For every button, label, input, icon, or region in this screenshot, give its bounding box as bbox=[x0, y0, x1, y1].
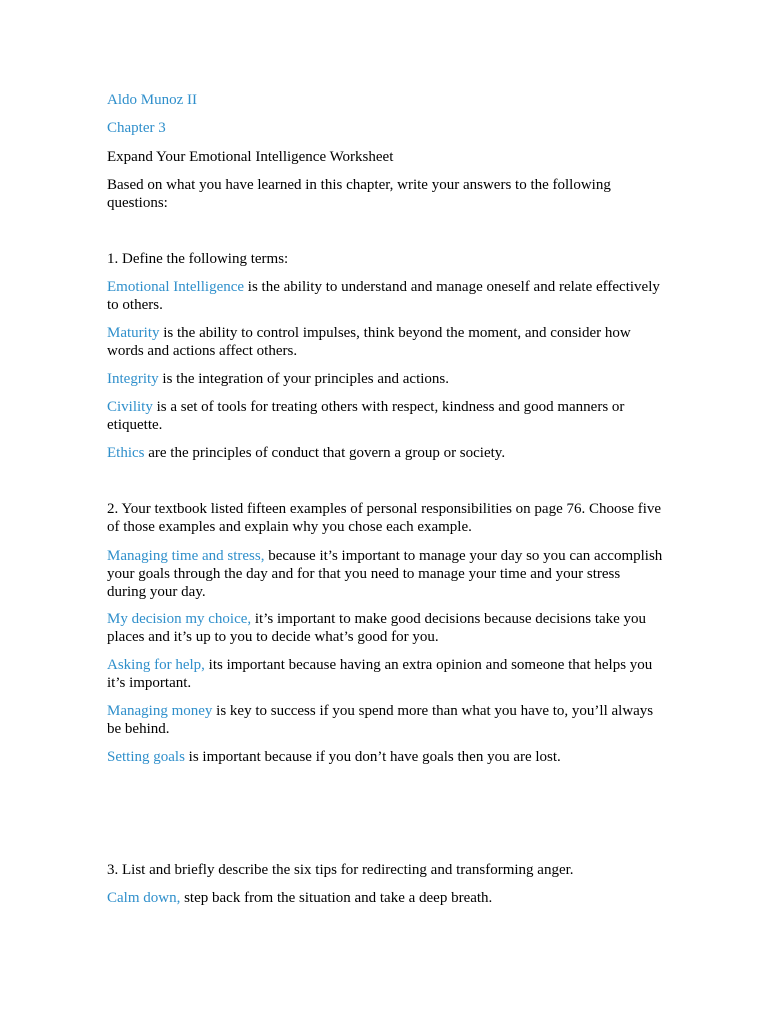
anger-tip-term: Calm down, bbox=[107, 890, 181, 906]
definition-item bbox=[107, 370, 663, 388]
question-2-prompt: 2. Your textbook listed fifteen examples of personal responsibilities on page 76. Choose five of those examples and explain why you chose each example. bbox=[107, 501, 662, 535]
responsibility-term: Asking for help, bbox=[107, 657, 205, 673]
responsibility-text: is important because if you don’t have goals then you are lost. bbox=[184, 749, 561, 765]
responsibility-text: because it’s important to manage your day so you can accomplish your goals through the day and for that you need to manage your time and your stress during your day. bbox=[107, 548, 663, 600]
responsibility-text: its important because having an extra opinion and someone that helps you it’s important. bbox=[107, 657, 653, 691]
definition-term: Maturity bbox=[107, 325, 160, 341]
definition-term: Civility bbox=[107, 399, 153, 415]
responsibility-item bbox=[107, 610, 663, 646]
definition-item bbox=[107, 444, 663, 462]
definition-item bbox=[107, 398, 663, 434]
definition-text: is the ability to understand and manage oneself and relate effectively to others. bbox=[107, 279, 660, 313]
responsibility-text: it’s important to make good decisions because decisions take you places and it’s up to you to decide what’s good for you. bbox=[107, 611, 647, 645]
responsibility-term: Managing time and stress, bbox=[107, 548, 265, 564]
definition-term: Ethics bbox=[107, 445, 145, 461]
question-3-prompt: 3. List and briefly describe the six tips for redirecting and transforming anger. bbox=[107, 862, 574, 878]
worksheet-title: Expand Your Emotional Intelligence Worksheet bbox=[107, 149, 394, 165]
responsibility-item bbox=[107, 656, 663, 692]
responsibility-item bbox=[107, 748, 663, 766]
definition-text: are the principles of conduct that govern a group or society. bbox=[144, 445, 506, 461]
intro-paragraph: Based on what you have learned in this chapter, write your answers to the following questions: bbox=[107, 177, 611, 211]
responsibility-item bbox=[107, 547, 663, 601]
question-1-prompt: 1. Define the following terms: bbox=[107, 251, 289, 267]
responsibility-term: Managing money bbox=[107, 703, 213, 719]
anger-tip-item bbox=[107, 889, 663, 907]
anger-tip-text: step back from the situation and take a deep breath. bbox=[180, 890, 493, 906]
chapter-heading: Chapter 3 bbox=[107, 120, 166, 136]
responsibility-item bbox=[107, 702, 663, 738]
definition-item bbox=[107, 278, 663, 314]
definition-term: Emotional Intelligence bbox=[107, 279, 245, 295]
definition-text: is the integration of your principles and actions. bbox=[158, 371, 450, 387]
definition-text: is the ability to control impulses, think beyond the moment, and consider how words and actions affect others. bbox=[107, 325, 631, 359]
responsibility-term: My decision my choice, bbox=[107, 611, 252, 627]
definition-term: Integrity bbox=[107, 371, 159, 387]
responsibility-text: is key to success if you spend more than what you have to, you’ll always be behind. bbox=[107, 703, 654, 737]
responsibility-term: Setting goals bbox=[107, 749, 185, 765]
definition-text: is a set of tools for treating others with respect, kindness and good manners or etiquette. bbox=[107, 399, 625, 433]
author-name: Aldo Munoz II bbox=[107, 92, 197, 108]
definition-item bbox=[107, 324, 663, 360]
